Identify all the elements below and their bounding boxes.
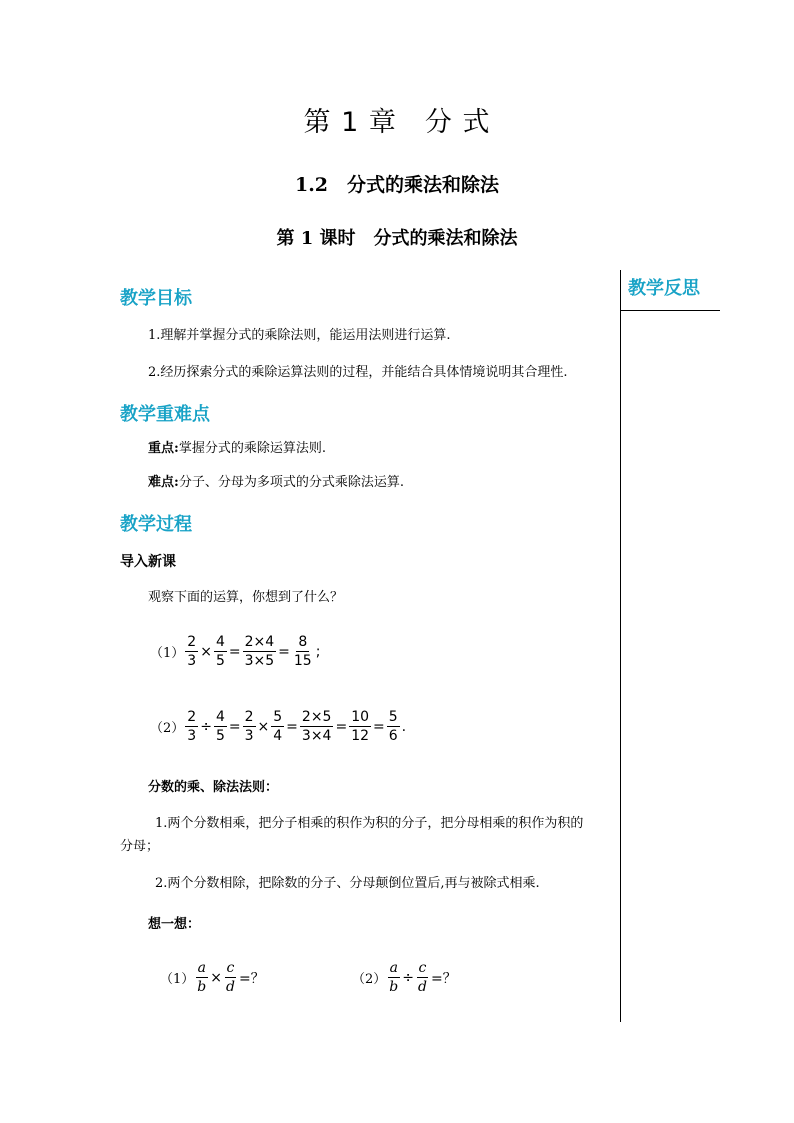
fraction: $\frac{10}{12}$ — [351, 709, 370, 744]
reflection-column-divider — [620, 270, 621, 1022]
difficult-point-text: 分子、分母为多项式的分式乘除法运算. — [178, 475, 404, 490]
fraction: $\frac{a}{b}$ — [197, 960, 207, 995]
fraction: $\frac{a}{b}$ — [389, 960, 399, 995]
fraction: $\frac{2}{3}$ — [244, 709, 254, 744]
key-point — [148, 439, 326, 459]
think-question-1: （1） $\frac{a}{b}$ × $\frac{c}{d}$ =？ — [160, 960, 265, 995]
chapter-title: 第 1 章 分 式 — [303, 107, 491, 138]
think-question-2: （2） $\frac{a}{b}$ ÷ $\frac{c}{d}$ =？ — [352, 960, 457, 995]
fraction: $\frac{4}{5}$ — [215, 709, 225, 744]
fraction: $\frac{2}{3}$ — [187, 634, 197, 669]
objectives-heading: 教学目标 — [120, 288, 192, 309]
section-title: 1.2 分式的乘法和除法 — [294, 174, 500, 196]
reflection-header-divider — [620, 310, 720, 311]
fraction: $\frac{5}{6}$ — [388, 709, 398, 744]
difficult-point — [148, 473, 404, 493]
fraction: $\frac{2\times 4}{3\times 5}$ — [244, 634, 275, 669]
reflection-heading: 教学反思 — [628, 278, 700, 299]
lesson-title: 第 1 课时 分式的乘法和除法 — [276, 228, 518, 249]
objective-item: 1.理解并掌握分式的乘除法则，能运用法则进行运算. — [148, 328, 451, 343]
objective-item: 2.经历探索分式的乘除运算法则的过程，并能结合具体情境说明其合理性. — [148, 365, 568, 380]
fraction: $\frac{c}{d}$ — [417, 960, 427, 995]
equation-2: （2） $\frac{2}{3}$ ÷ $\frac{4}{5}$ = $\frac{2}{3}$ × $\frac{5}{4}$ = $\frac{2\times 5}{3\times 4}$ = $\frac{10}{12}$ = $\frac{5}{6}$ . — [150, 709, 407, 744]
fraction: $\frac{8}{15}$ — [293, 634, 312, 669]
fraction: $\frac{2\times 5}{3\times 4}$ — [301, 709, 332, 744]
rule-2: 2.两个分数相除，把除数的分子、分母颠倒位置后,再与被除式相乘. — [155, 876, 540, 891]
key-points-heading: 教学重难点 — [120, 404, 210, 425]
fraction: $\frac{c}{d}$ — [225, 960, 235, 995]
think-heading: 想一想： — [148, 917, 201, 932]
rule-1-continued: 分母； — [120, 839, 160, 854]
key-point-text: 掌握分式的乘除运算法则. — [178, 441, 326, 456]
fraction: $\frac{5}{4}$ — [273, 709, 283, 744]
difficult-point-label: 难点: — [148, 475, 179, 490]
process-heading: 教学过程 — [120, 514, 192, 535]
observe-prompt: 观察下面的运算，你想到了什么？ — [148, 590, 344, 605]
rule-heading: 分数的乘、除法法则： — [148, 780, 279, 795]
equation-1-label: （1） — [150, 646, 185, 661]
fraction: $\frac{2}{3}$ — [187, 709, 197, 744]
rule-1: 1.两个分数相乘，把分子相乘的积作为积的分子，把分母相乘的积作为积的 — [155, 816, 584, 831]
equation-2-label: （2） — [150, 721, 185, 736]
intro-heading: 导入新课 — [120, 554, 176, 570]
fraction: $\frac{4}{5}$ — [215, 634, 225, 669]
equation-1: （1） $\frac{2}{3}$ × $\frac{4}{5}$ = $\frac{2\times 4}{3\times 5}$ = $\frac{8}{15}$ ; — [150, 634, 321, 669]
key-point-label: 重点: — [148, 441, 179, 456]
